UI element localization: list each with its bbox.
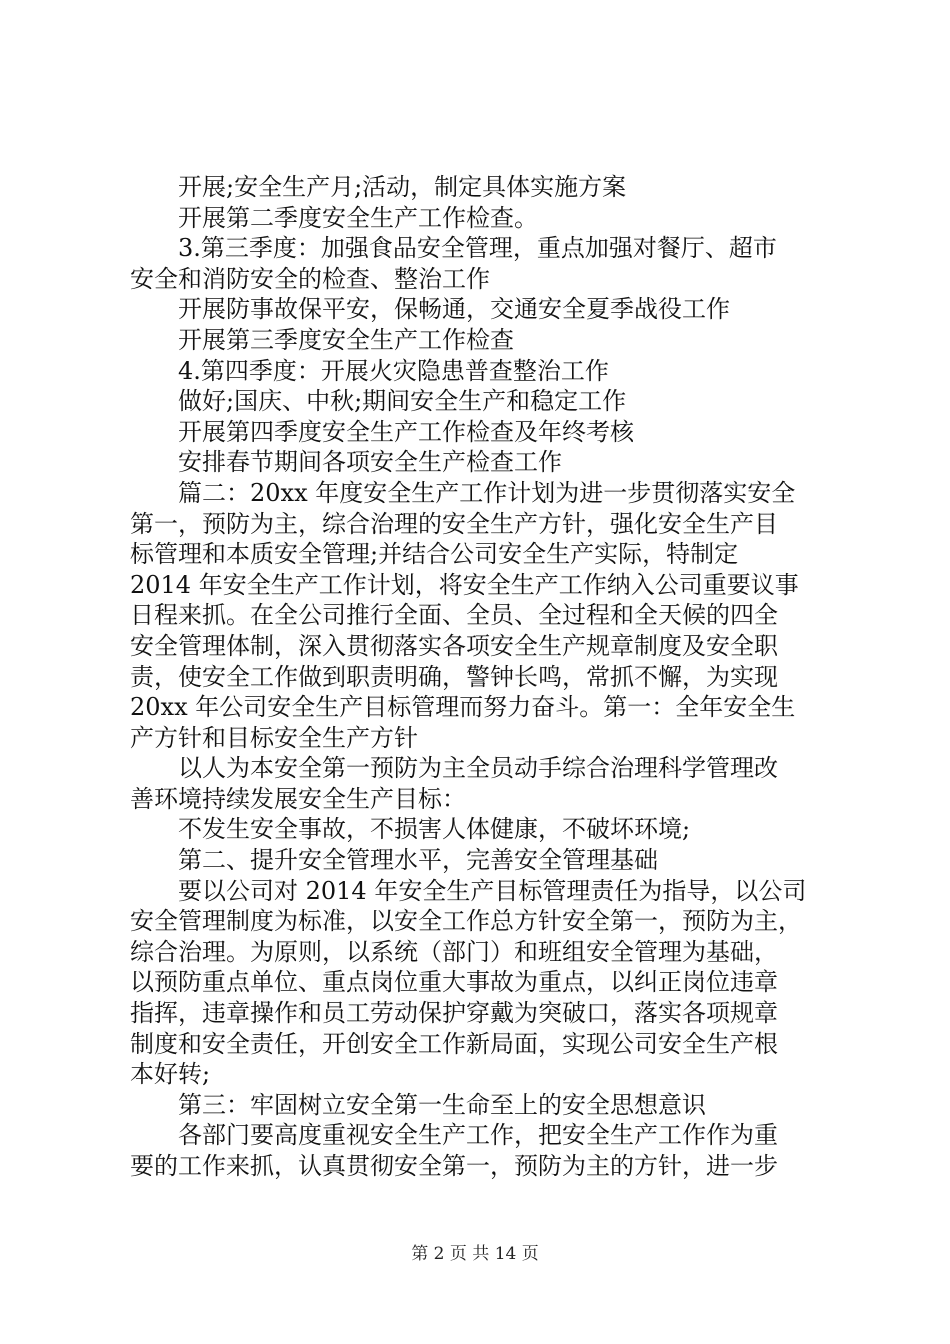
- text-line: 第二、提升安全管理水平，完善安全管理基础: [178, 846, 658, 875]
- text-line: 产方针和目标安全生产方针: [130, 723, 418, 752]
- text-line: 安排春节期间各项安全生产检查工作: [178, 448, 562, 477]
- text-line: 指挥，违章操作和员工劳动保护穿戴为突破口，落实各项规章: [130, 999, 778, 1028]
- text-line: 第一，预防为主，综合治理的安全生产方针，强化安全生产目: [130, 509, 778, 538]
- page-footer: 第 2 页 共 14 页: [411, 1244, 539, 1264]
- text-line: 开展;安全生产月;活动，制定具体实施方案: [178, 173, 627, 201]
- text-line: 2014 年安全生产工作计划，将安全生产工作纳入公司重要议事: [130, 570, 799, 599]
- document-body: [130, 172, 830, 1182]
- text-line: 以预防重点单位、重点岗位重大事故为重点，以纠正岗位违章: [130, 968, 778, 997]
- text-line: 要的工作来抓，认真贯彻安全第一，预防为主的方针，进一步: [130, 1152, 778, 1180]
- text-line: 不发生安全事故，不损害人体健康，不破坏环境;: [178, 815, 691, 844]
- text-line: 第三：牢固树立安全第一生命至上的安全思想意识: [178, 1090, 706, 1119]
- text-line: 综合治理。为原则，以系统（部门）和班组安全管理为基础，: [130, 937, 778, 966]
- text-line: 善环境持续发展安全生产目标：: [130, 784, 466, 813]
- text-line: 4.第四季度：开展火灾隐患普查整治工作: [178, 356, 609, 385]
- text-line: 开展第四季度安全生产工作检查及年终考核: [178, 417, 634, 446]
- text-line: 安全管理制度为标准，以安全工作总方针安全第一，预防为主，: [130, 907, 802, 936]
- text-line: 本好转;: [130, 1060, 211, 1089]
- text-line: 安全管理体制，深入贯彻落实各项安全生产规章制度及安全职: [130, 631, 778, 660]
- text-line: 以人为本安全第一预防为主全员动手综合治理科学管理改: [178, 754, 778, 783]
- text-line: 开展防事故保平安，保畅通，交通安全夏季战役工作: [178, 295, 730, 324]
- text-line: 篇二：20xx 年度安全生产工作计划为进一步贯彻落实安全: [178, 478, 796, 507]
- text-line: 要以公司对 2014 年安全生产目标管理责任为指导，以公司: [178, 876, 807, 905]
- text-line: 标管理和本质安全管理;并结合公司安全生产实际，特制定: [130, 540, 739, 569]
- text-line: 各部门要高度重视安全生产工作，把安全生产工作作为重: [178, 1121, 778, 1150]
- text-line: 做好;国庆、中秋;期间安全生产和稳定工作: [178, 387, 627, 416]
- text-line: 20xx 年公司安全生产目标管理而努力奋斗。第一：全年安全生: [130, 693, 796, 722]
- text-line: 制度和安全责任，开创安全工作新局面，实现公司安全生产根: [130, 1029, 778, 1058]
- text-line: 责，使安全工作做到职责明确，警钟长鸣，常抓不懈，为实现: [130, 662, 778, 691]
- text-line: 日程来抓。在全公司推行全面、全员、全过程和全天候的四全: [130, 601, 778, 630]
- text-line: 3.第三季度：加强食品安全管理，重点加强对餐厅、超市: [178, 234, 777, 263]
- text-line: 安全和消防安全的检查、整治工作: [130, 264, 490, 293]
- text-line: 开展第三季度安全生产工作检查: [178, 325, 514, 354]
- text-line: 开展第二季度安全生产工作检查。: [178, 203, 538, 232]
